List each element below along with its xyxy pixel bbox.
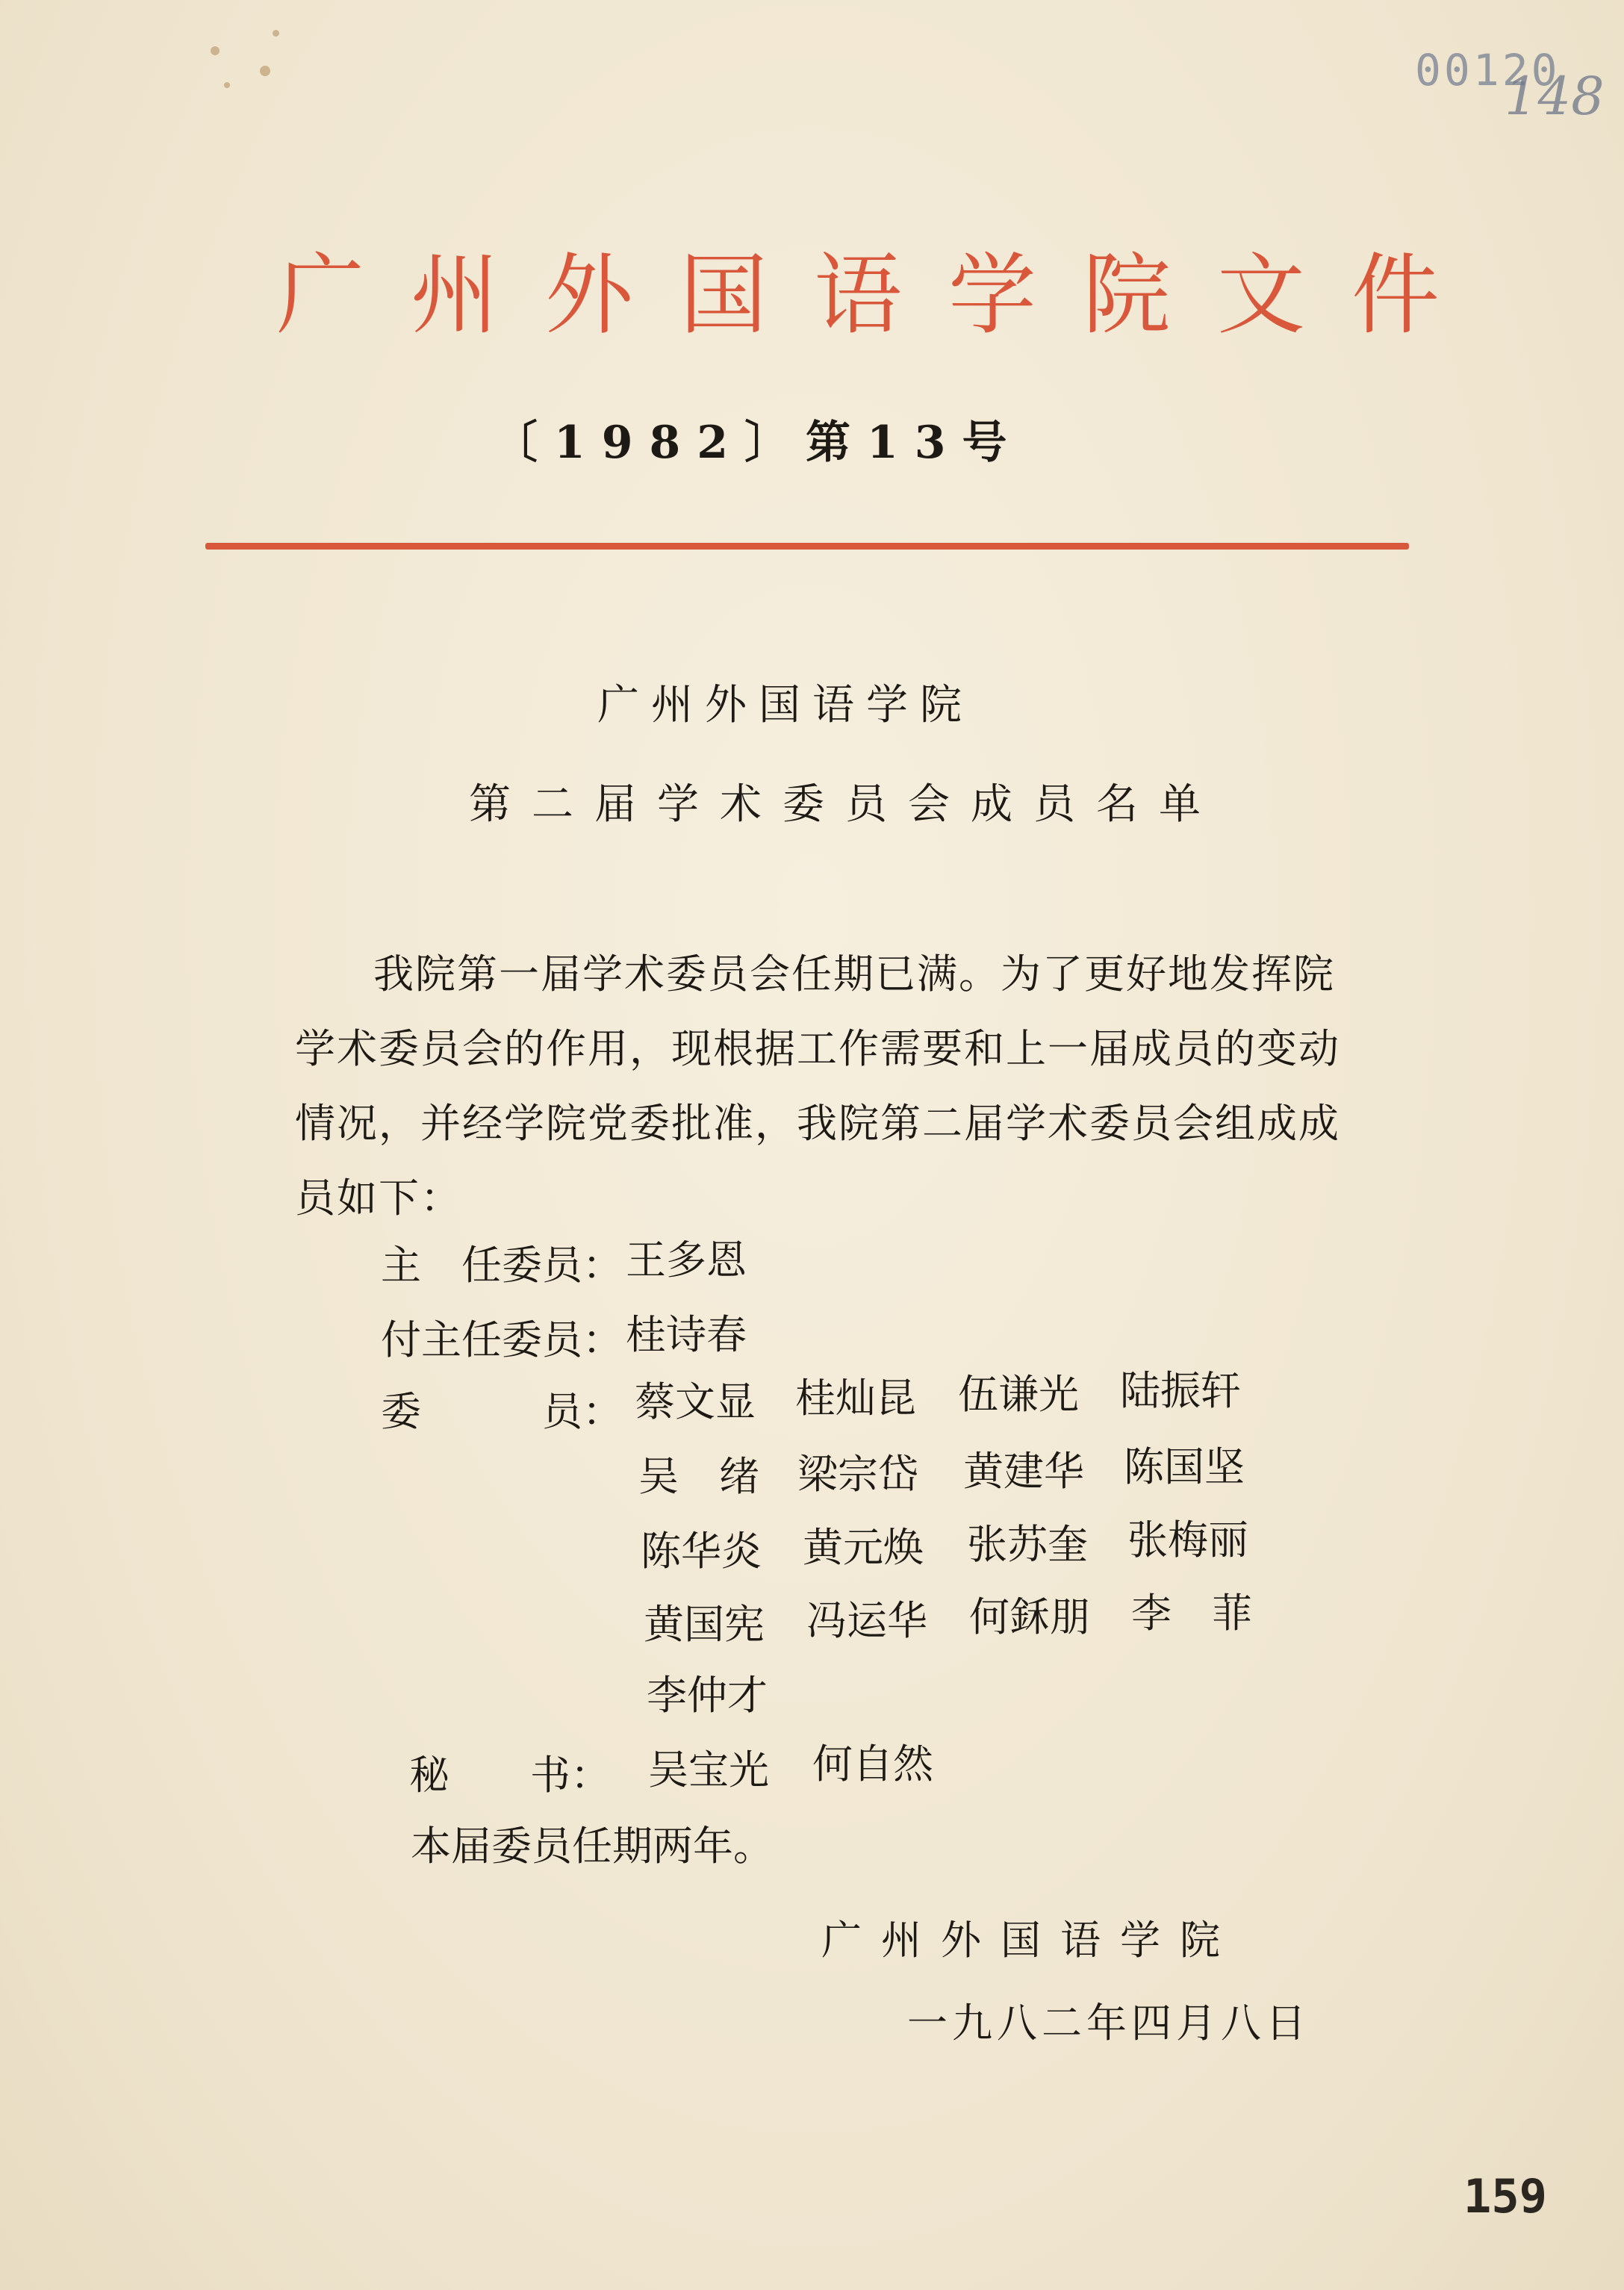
secretary-label: 秘 书： xyxy=(409,1752,611,1799)
member-name: 黄元焕 xyxy=(803,1524,924,1571)
archive-stamp-number: 00120 xyxy=(1415,45,1561,96)
stain-spot xyxy=(260,66,270,76)
member-name: 张梅丽 xyxy=(1127,1516,1248,1564)
deputy-name: 桂诗春 xyxy=(626,1311,747,1358)
signature-date: 一九八二年四月八日 xyxy=(907,2000,1310,2047)
member-name: 桂灿昆 xyxy=(795,1375,916,1422)
term-note: 本届委员任期两年。 xyxy=(411,1823,774,1870)
member-name: 黄国宪 xyxy=(644,1601,765,1648)
member-name: 李 菲 xyxy=(1131,1590,1252,1637)
paragraph-line: 员如下： xyxy=(295,1174,462,1222)
archive-handwritten-number: 148 xyxy=(1505,66,1605,127)
member-name: 冯运华 xyxy=(806,1597,927,1644)
stain-spot xyxy=(273,30,279,37)
title-line-2: 第二届学术委员会成员名单 xyxy=(469,780,1222,829)
member-name: 张苏奎 xyxy=(967,1521,1088,1568)
director-label: 主 任委员： xyxy=(381,1242,623,1289)
member-name: 黄建华 xyxy=(963,1448,1084,1495)
members-label: 委 员： xyxy=(381,1388,623,1435)
signature-organization: 广州外国语学院 xyxy=(821,1917,1239,1964)
member-name: 陈华炎 xyxy=(641,1528,762,1575)
stain-spot xyxy=(211,46,220,55)
header-divider xyxy=(205,543,1409,550)
member-name: 何鉌朋 xyxy=(969,1593,1090,1640)
director-name: 王多恩 xyxy=(626,1236,747,1284)
member-name: 梁宗岱 xyxy=(797,1451,918,1498)
member-name: 伍谦光 xyxy=(958,1371,1079,1418)
paragraph-line: 情况，并经学院党委批准，我院第二届学术委员会组成成 xyxy=(295,1100,1340,1147)
deputy-label: 付主任委员： xyxy=(381,1316,623,1363)
document-header-title: 广州外国语学院文件 xyxy=(276,243,1487,346)
member-name: 陆振轩 xyxy=(1120,1367,1241,1414)
title-line-1: 广州外国语学院 xyxy=(597,681,974,729)
secretary-name: 何自然 xyxy=(812,1740,933,1787)
paragraph-line: 学术委员会的作用，现根据工作需要和上一届成员的变动 xyxy=(295,1025,1340,1072)
member-name: 陈国坚 xyxy=(1124,1443,1245,1490)
document-number: 〔1982〕第13号 xyxy=(493,417,1024,469)
paragraph-line: 我院第一届学术委员会任期已满。为了更好地发挥院 xyxy=(373,950,1335,998)
page-number: 159 xyxy=(1463,2169,1547,2224)
stain-spot xyxy=(224,82,230,88)
member-name: 蔡文显 xyxy=(635,1378,756,1425)
secretary-name: 吴宝光 xyxy=(648,1746,769,1793)
member-name: 李仲才 xyxy=(647,1672,768,1719)
member-name: 吴 绪 xyxy=(638,1453,759,1500)
